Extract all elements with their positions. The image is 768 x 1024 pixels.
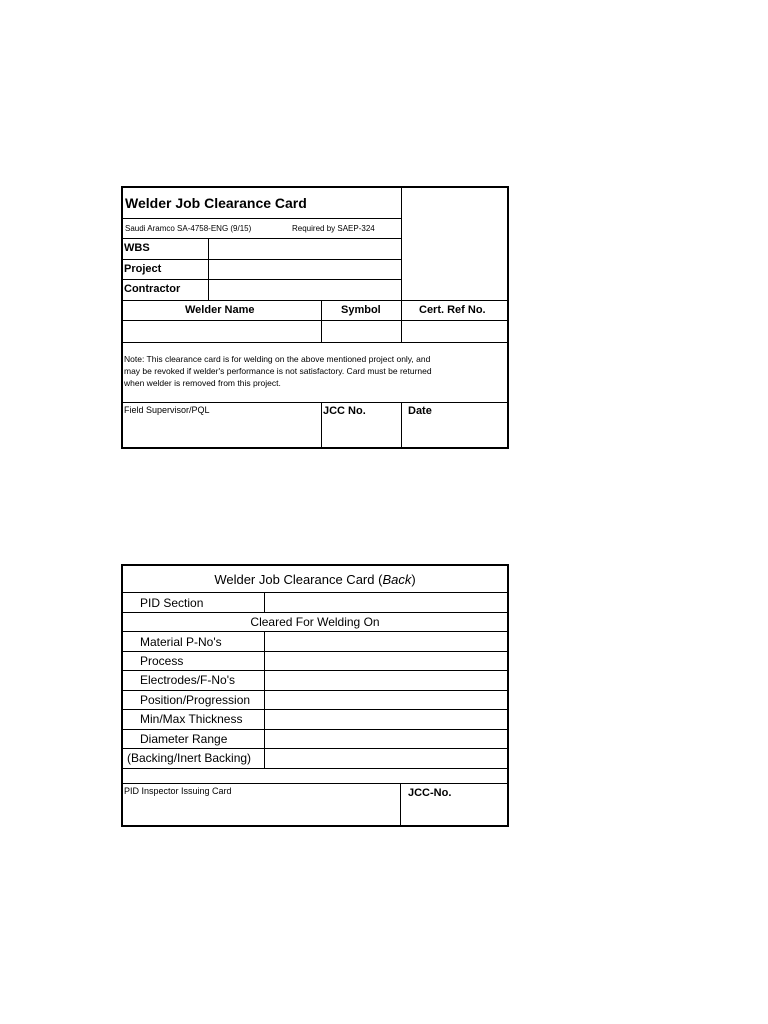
symbol-field[interactable] (322, 321, 401, 342)
back-card (121, 564, 509, 827)
required-by: Required by SAEP-324 (292, 224, 375, 233)
field-supervisor-label: Field Supervisor/PQL (124, 405, 210, 415)
thickness-label: Min/Max Thickness (140, 712, 243, 726)
form-reference: Saudi Aramco SA-4758-ENG (9/15) (125, 224, 252, 233)
cert-ref-field[interactable] (402, 321, 507, 342)
backing-label: (Backing/Inert Backing) (127, 751, 252, 765)
front-card-title: Welder Job Clearance Card (125, 195, 307, 211)
front-right-divider (401, 188, 402, 300)
cleared-header: Cleared For Welding On (250, 615, 380, 629)
date-label: Date (408, 405, 432, 417)
back-card-title: Welder Job Clearance Card (Back) (214, 572, 416, 587)
electrodes-field[interactable] (265, 671, 507, 689)
contractor-label: Contractor (124, 283, 181, 295)
diameter-label: Diameter Range (140, 732, 228, 746)
wbs-field[interactable] (209, 239, 401, 258)
front-card (121, 186, 509, 449)
diameter-field[interactable] (265, 730, 507, 748)
contractor-field[interactable] (209, 280, 401, 299)
cert-ref-header: Cert. Ref No. (419, 304, 486, 316)
material-pno-field[interactable] (265, 632, 507, 650)
process-field[interactable] (265, 652, 507, 670)
project-label: Project (124, 263, 162, 275)
backing-field[interactable] (265, 749, 507, 768)
position-label: Position/Progression (140, 693, 251, 707)
note-line-1: Note: This clearance card is for welding on the above mentioned project only, and (124, 354, 431, 364)
back-jcc-no-label: JCC-No. (408, 787, 452, 799)
project-field[interactable] (209, 260, 401, 279)
welder-name-header: Welder Name (185, 304, 255, 316)
wbs-label: WBS (124, 242, 150, 254)
pid-section-label: PID Section (140, 596, 204, 610)
symbol-header: Symbol (341, 304, 381, 316)
welder-name-field[interactable] (123, 321, 321, 342)
note-line-2: may be revoked if welder's performance is not satisfactory. Card must be returned (124, 366, 432, 376)
material-pno-label: Material P-No's (140, 635, 222, 649)
position-field[interactable] (265, 691, 507, 709)
thickness-field[interactable] (265, 710, 507, 728)
process-label: Process (140, 654, 184, 668)
pid-section-field[interactable] (265, 593, 507, 612)
electrodes-label: Electrodes/F-No's (140, 673, 235, 687)
note-line-3: when welder is removed from this project. (124, 378, 281, 388)
jcc-no-label: JCC No. (323, 405, 366, 417)
pid-inspector-label: PID Inspector Issuing Card (124, 786, 232, 796)
